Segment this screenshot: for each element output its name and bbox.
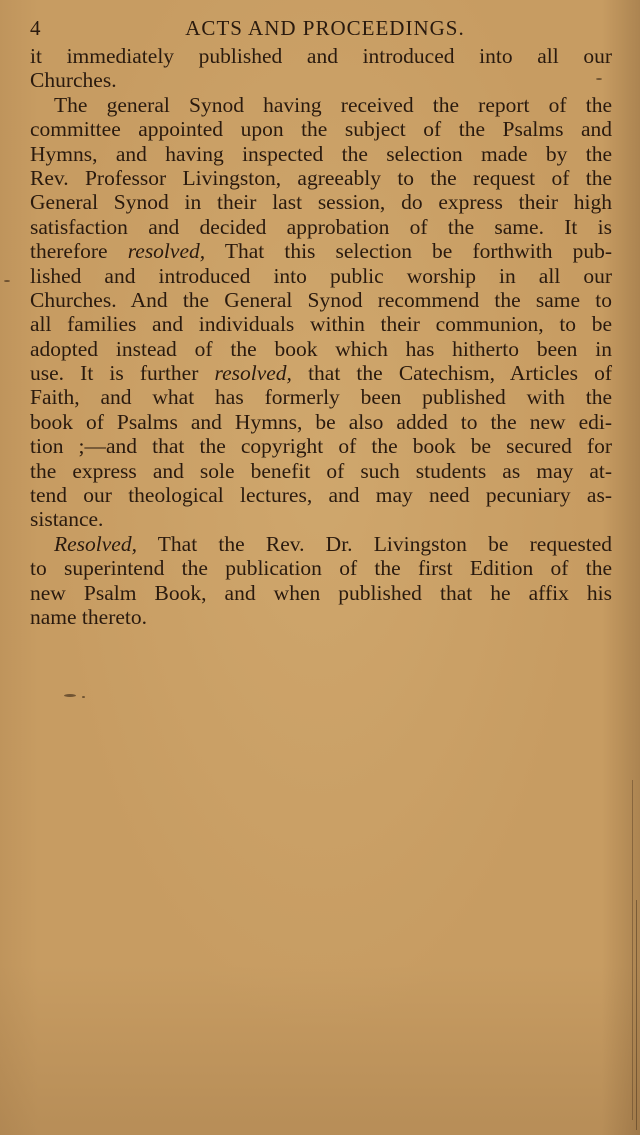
text-line bbox=[30, 361, 612, 385]
italic-resolved: Resolved, bbox=[54, 531, 137, 556]
text-line: lished and introduced into public worship in all our bbox=[30, 263, 612, 288]
italic-resolved: resolved, bbox=[214, 361, 292, 386]
text-line: satisfaction and decided approbation of the same. It is bbox=[30, 214, 612, 239]
text-line: The general Synod having received the report of the bbox=[54, 92, 612, 117]
text-line: Churches. And the General Synod recommend the same to bbox=[30, 287, 612, 312]
text-line: to superintend the publication of the first Edition of the bbox=[30, 556, 612, 581]
text-line: book of Psalms and Hymns, be also added to the new edi- bbox=[30, 409, 612, 434]
paper-speck bbox=[596, 78, 602, 80]
text-line: Hymns, and having inspected the selection made by the bbox=[30, 141, 612, 166]
running-header bbox=[30, 14, 612, 42]
text-line: it immediately published and introduced into all our bbox=[30, 44, 612, 68]
text-line: adopted instead of the book which has hitherto been in bbox=[30, 336, 612, 361]
text-line: new Psalm Book, and when published that he affix his bbox=[30, 580, 612, 605]
page-number: 4 bbox=[30, 16, 41, 40]
text-line: committee appointed upon the subject of the Psalms and bbox=[30, 117, 612, 142]
line-text: That this selection be forthwith pub- bbox=[205, 239, 612, 264]
text-line: all families and individuals within their communion, to be bbox=[30, 312, 612, 337]
text-line: sistance. bbox=[30, 507, 104, 532]
page-edge-shadow bbox=[636, 900, 637, 1130]
text-line: Rev. Professor Livingston, agreeably to the request of the bbox=[30, 165, 612, 190]
line-text: that the Catechism, Articles of bbox=[291, 361, 612, 386]
line-text: That the Rev. Dr. Livingston be requested bbox=[136, 531, 612, 556]
page-edge-shadow bbox=[632, 780, 633, 1120]
text-line: name thereto. bbox=[30, 604, 148, 629]
text-line: Churches. bbox=[30, 68, 117, 93]
paper-speck bbox=[4, 280, 10, 282]
text-line: General Synod in their last session, do express their high bbox=[30, 190, 612, 215]
line-text: use. It is further bbox=[30, 361, 215, 386]
italic-resolved: resolved, bbox=[127, 239, 206, 264]
running-title: ACTS AND PROCEEDINGS. bbox=[185, 16, 465, 40]
paper-speck bbox=[64, 694, 76, 697]
text-line bbox=[30, 239, 612, 263]
body-text bbox=[30, 44, 612, 629]
line-text: therefore bbox=[30, 239, 128, 264]
paper-speck bbox=[82, 696, 85, 698]
text-line: the express and sole benefit of such students as may at- bbox=[30, 458, 612, 483]
text-line: Faith, and what has formerly been published with the bbox=[30, 385, 612, 410]
text-line: tend our theological lectures, and may need pecuniary as- bbox=[30, 483, 612, 508]
text-line bbox=[30, 532, 612, 556]
text-line: tion ;—and that the copyright of the book be secured for bbox=[30, 434, 612, 459]
